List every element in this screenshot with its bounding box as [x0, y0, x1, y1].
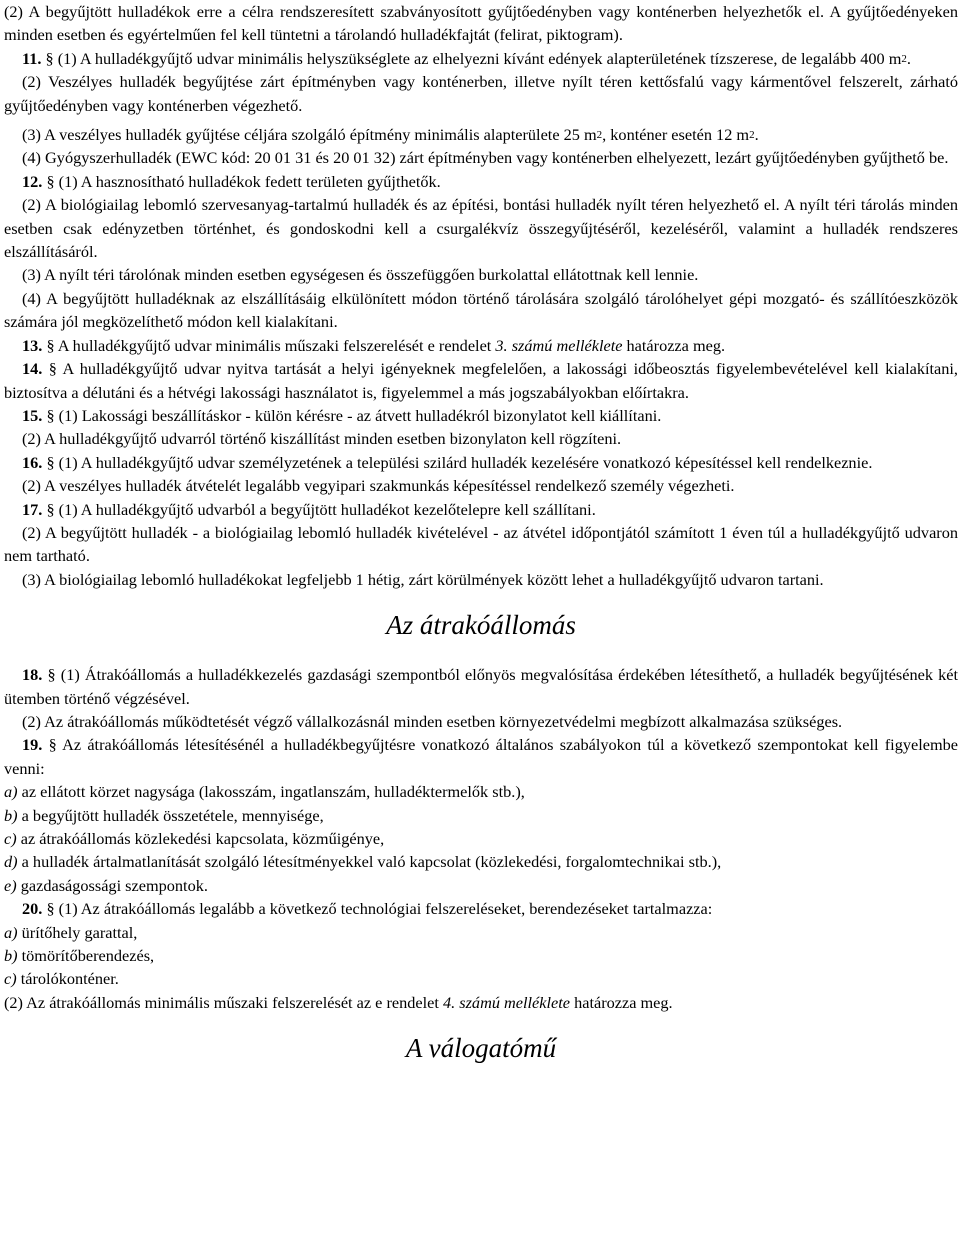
section-12-paragraph-4: (4) A begyűjtött hulladéknak az elszállításáig elkülönített módon történő tárolására szolgáló tárolóhelyet gépi mozgató- és szállítóeszközök számára jól megközelíthető módon kell kialakítani.	[4, 288, 958, 332]
list-item	[4, 874, 958, 897]
paragraph-text: , konténer esetén 12 m	[602, 125, 750, 145]
list-text: az ellátott körzet nagysága (lakosszám, ingatlanszám, hulladéktermelők stb.),	[21, 782, 525, 802]
list-label: c)	[4, 969, 17, 989]
list-item	[4, 780, 958, 803]
section-number: 19.	[22, 735, 43, 755]
paragraph-text: (2) Az átrakóállomás minimális műszaki felszerelését az e rendelet	[4, 992, 439, 1012]
section-17-paragraph-2: (2) A begyűjtött hulladék - a biológiailag lebomló hulladék kivételével - az átvétel időpontjától számított 1 éven túl a hulladékgyűjtő udvaron nem tartható.	[4, 522, 958, 566]
section-number: 12.	[22, 171, 43, 191]
section-16-paragraph-1	[4, 451, 958, 474]
section-17-paragraph-3: (3) A biológiailag lebomló hulladékokat legfeljebb 1 hétig, zárt körülmények között lehet a hulladékgyűjtő udvaron tartani.	[22, 569, 824, 589]
section-20-paragraph-2	[4, 991, 958, 1014]
paragraph-text-end: határozza meg.	[574, 992, 673, 1012]
paragraph-text: § (1) A hulladékgyűjtő udvar személyzetének a települési szilárd hulladék kezelésére vonatkozó képesítéssel kell rendelkeznie.	[46, 452, 873, 472]
superscript: 2	[901, 52, 907, 65]
paragraph-text: § (1) A hulladékgyűjtő udvar minimális helyszükséglete az elhelyezni kívánt edények alapterületének tízszerese, de legalább 400 m	[45, 48, 902, 68]
list-item	[4, 967, 958, 990]
list-item	[4, 944, 958, 967]
section-12-paragraph-2: (2) A biológiailag lebomló szervesanyag-tartalmú hulladék és az építési, bontási hulladék nyílt téren helyezhető el. A nyílt téri tárolás minden esetben csak edényzetben történhet, és gondoskodni kell a csurgalékvíz összegyűjtéséről, kezeléséről, valamint a hulladék rendszeres elszállításáról.	[4, 195, 958, 262]
section-16-paragraph-2: (2) A veszélyes hulladék átvételét legalább vegyipari szakmunkás képesítéssel rendelkező személy végezheti.	[22, 476, 735, 496]
paragraph-10-2: (2) A begyűjtött hulladékok erre a célra rendszeresített szabványosított gyűjtőedényben vagy konténerben helyezhetők el. A gyűjtőedényeken minden esetben és egyértelműen fel kell tüntetni a tárolandó hulladékfajtát (felirat, piktogram).	[4, 2, 958, 45]
annex-reference: 4. számú melléklete	[442, 992, 571, 1012]
paragraph-text: § (1) A hulladékgyűjtő udvarból a begyűjtött hulladékot kezelőtelepre kell szállítani.	[46, 499, 596, 519]
paragraph-text-end: .	[754, 125, 759, 145]
section-number: 17.	[22, 499, 43, 519]
heading-sorting-plant: A válogatómű	[405, 1033, 557, 1064]
section-12-paragraph-3: (3) A nyílt téri tárolónak minden esetben egységesen és összefüggően burkolattal ellátottnak kell lennie.	[22, 265, 699, 285]
list-item	[4, 921, 958, 944]
section-12-paragraph-1	[4, 170, 958, 193]
heading-transfer-station: Az átrakóállomás	[386, 610, 576, 641]
paragraph-text: § (1) Átrakóállomás a hulladékkezelés gazdasági szempontból előnyös megvalósítása érdekében létesíthető, a hulladék begyűjtésének két ütemben történő végzésével.	[4, 665, 958, 708]
section-11-paragraph-1	[4, 47, 958, 70]
list-label: a)	[4, 922, 18, 942]
section-17-paragraph-1	[4, 498, 958, 521]
paragraph-text: § (1) Lakossági beszállításkor - külön kérésre - az átvett hulladékról bizonylatot kell kiállítani.	[46, 405, 662, 425]
section-number: 11.	[22, 48, 42, 68]
section-number: 15.	[22, 405, 43, 425]
section-13	[4, 334, 958, 357]
superscript: 2	[749, 129, 755, 142]
paragraph-text: § (1) A hasznosítható hulladékok fedett területen gyűjthetők.	[46, 171, 441, 191]
paragraph-text-end: .	[906, 48, 911, 68]
list-item	[4, 850, 958, 873]
list-text: tömörítőberendezés,	[21, 946, 155, 966]
section-18-paragraph-2: (2) Az átrakóállomás működtetését végző vállalkozásnál minden esetben környezetvédelmi megbízott alkalmazása szükséges.	[22, 711, 843, 731]
section-11-paragraph-3	[4, 123, 958, 146]
section-number: 16.	[22, 452, 43, 472]
list-text: ürítőhely garattal,	[21, 922, 138, 942]
paragraph-text: § A hulladékgyűjtő udvar minimális műszaki felszerelését e rendelet	[46, 335, 492, 355]
section-14	[4, 357, 958, 404]
section-15-paragraph-1	[4, 404, 958, 427]
section-number: 20.	[22, 899, 43, 919]
section-number: 13.	[22, 335, 43, 355]
section-number: 14.	[22, 359, 43, 379]
document-page	[4, 0, 958, 1064]
paragraph-text-end: határozza meg.	[626, 335, 726, 355]
list-text: tárolókonténer.	[20, 969, 119, 989]
list-text: a begyűjtött hulladék összetétele, mennyisége,	[21, 805, 324, 825]
section-19	[4, 733, 958, 780]
list-item	[4, 827, 958, 850]
list-label: d)	[4, 852, 18, 872]
section-11-paragraph-4: (4) Gyógyszerhulladék (EWC kód: 20 01 31 és 20 01 32) zárt építményben vagy konténerben elhelyezett, lezárt gyűjtőedényben gyűjthető be.	[22, 148, 949, 168]
list-text: a hulladék ártalmatlanítását szolgáló létesítményekkel való kapcsolat (közlekedési, forgalomtechnikai stb.),	[21, 852, 722, 872]
paragraph-text: § Az átrakóállomás létesítésénél a hulladékbegyűjtésre vonatkozó általános szabályokon túl a következő szempontokat kell figyelembe venni:	[4, 735, 958, 778]
list-label: e)	[4, 875, 17, 895]
paragraph-text: § (1) Az átrakóállomás legalább a következő technológiai felszereléseket, berendezéseket tartalmazza:	[46, 899, 713, 919]
list-label: a)	[4, 782, 18, 802]
section-11-paragraph-2: (2) Veszélyes hulladék begyűjtése zárt építményben vagy konténerben, illetve nyílt téren kettősfalú vagy kármentővel felszerelt, zárható gyűjtőedényben vagy konténerben végezhető.	[4, 72, 958, 115]
paragraph-text: § A hulladékgyűjtő udvar nyitva tartását a helyi igényeknek megfelelően, a lakossági időbeosztás figyelembevételével kell kialakítani, biztosítva a délutáni és a hétvégi lakossági használatot is, figyelemmel a más jogszabályokban előírtakra.	[4, 359, 958, 402]
list-label: b)	[4, 805, 18, 825]
list-item	[4, 804, 958, 827]
list-label: c)	[4, 829, 17, 848]
section-18-paragraph-1	[4, 663, 958, 710]
section-20-paragraph-1	[4, 897, 958, 920]
section-number: 18.	[22, 665, 43, 685]
superscript: 2	[596, 129, 603, 142]
list-label: b)	[4, 946, 18, 966]
list-text: az átrakóállomás közlekedési kapcsolata, közműigénye,	[20, 829, 385, 848]
annex-reference: 3. számú melléklete	[495, 335, 623, 355]
paragraph-text: (3) A veszélyes hulladék gyűjtése céljára szolgáló építmény minimális alapterülete 25 m	[22, 125, 597, 145]
section-15-paragraph-2: (2) A hulladékgyűjtő udvarról történő kiszállítást minden esetben bizonylaton kell rögzíteni.	[22, 429, 622, 449]
list-text: gazdaságossági szempontok.	[20, 875, 208, 895]
